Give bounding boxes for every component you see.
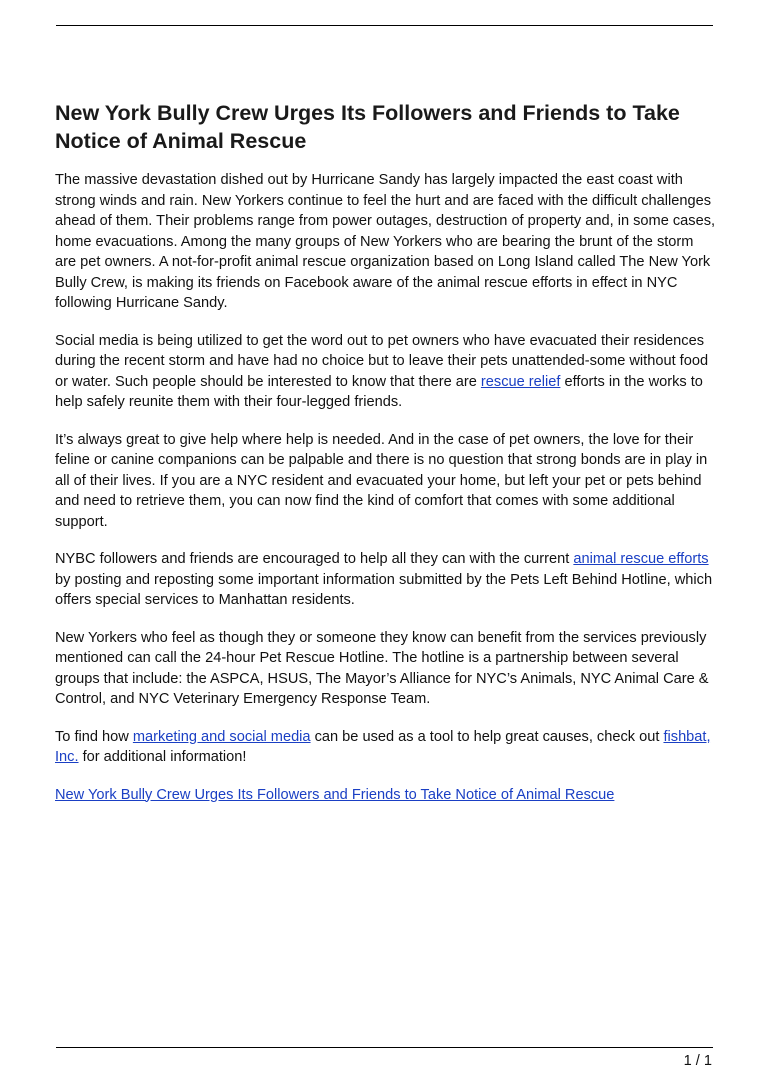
paragraph-6 — [55, 727, 717, 768]
paragraph-3: It’s always great to give help where help is needed. And in the case of pet owners, the love for their feline or canine companions can be palpable and there is no question that strong bonds are in play in all of their lives. If you are a NYC resident and evacuated your home, but left your pet or pets behind and need to retrieve them, you can now find the kind of comfort that comes with some additional support. — [55, 431, 708, 530]
paragraph-2-text-after: efforts in the works to help safely reunite them with their four-legged friends. — [55, 373, 703, 410]
paragraph-2-text-before: Social media is being utilized to get the word out to pet owners who have evacuated their residences during the recent storm and have had no choice but to leave their pets unattended-some without food or water. Such people should be interested to know that there are — [55, 332, 709, 390]
footer-rule — [56, 1047, 713, 1048]
paragraph-2 — [55, 331, 717, 413]
rescue-relief-link[interactable]: rescue relief — [480, 373, 561, 390]
source-link-paragraph — [55, 785, 717, 806]
document-body — [55, 99, 717, 822]
paragraph-4-text-before: NYBC followers and friends are encouraged to help all they can with the current — [55, 551, 574, 567]
source-article-link[interactable]: New York Bully Crew Urges Its Followers and Friends to Take Notice of Animal Rescue — [55, 786, 615, 803]
paragraph-6-text-after: for additional information! — [78, 749, 247, 765]
marketing-social-media-link[interactable]: marketing and social media — [132, 728, 311, 745]
page-number: 1 / 1 — [683, 1053, 712, 1069]
paragraph-6-text-before: To find how — [55, 728, 133, 745]
animal-rescue-efforts-link[interactable]: animal rescue efforts — [573, 551, 709, 567]
page-title: New York Bully Crew Urges Its Followers and Friends to Take Notice of Animal Rescue — [55, 101, 680, 153]
header-rule — [56, 25, 713, 26]
paragraph-1: The massive devastation dished out by Hurricane Sandy has largely impacted the east coast with strong winds and rain. New Yorkers continue to feel the hurt and are faced with the difficult challenges ahead of them. Their problems range from power outages, destruction of property and, in some cases, home evacuations. Among the many groups of New Yorkers who are bearing the brunt of the storm are pet owners. A not-for-profit animal rescue organization based on Long Island called The New York Bully Crew, is making its friends on Facebook aware of the animal rescue efforts in effect in NYC following Hurricane Sandy. — [55, 172, 716, 311]
paragraph-4 — [55, 549, 717, 611]
paragraph-6-text-middle: can be used as a tool to help great causes, check out — [310, 728, 664, 745]
paragraph-5: New Yorkers who feel as though they or someone they know can benefit from the services previously mentioned can call the 24-hour Pet Rescue Hotline. The hotline is a partnership between several groups that include: the ASPCA, HSUS, The Mayor’s Alliance for NYC’s Animals, NYC Animal Care & Control, and NYC Veterinary Emergency Response Team. — [55, 629, 709, 707]
fishbat-link[interactable]: fishbat, Inc. — [55, 728, 711, 765]
paragraph-4-text-after: by posting and reposting some important information submitted by the Pets Left Behind Hotline, which offers special services to Manhattan residents. — [55, 571, 713, 608]
